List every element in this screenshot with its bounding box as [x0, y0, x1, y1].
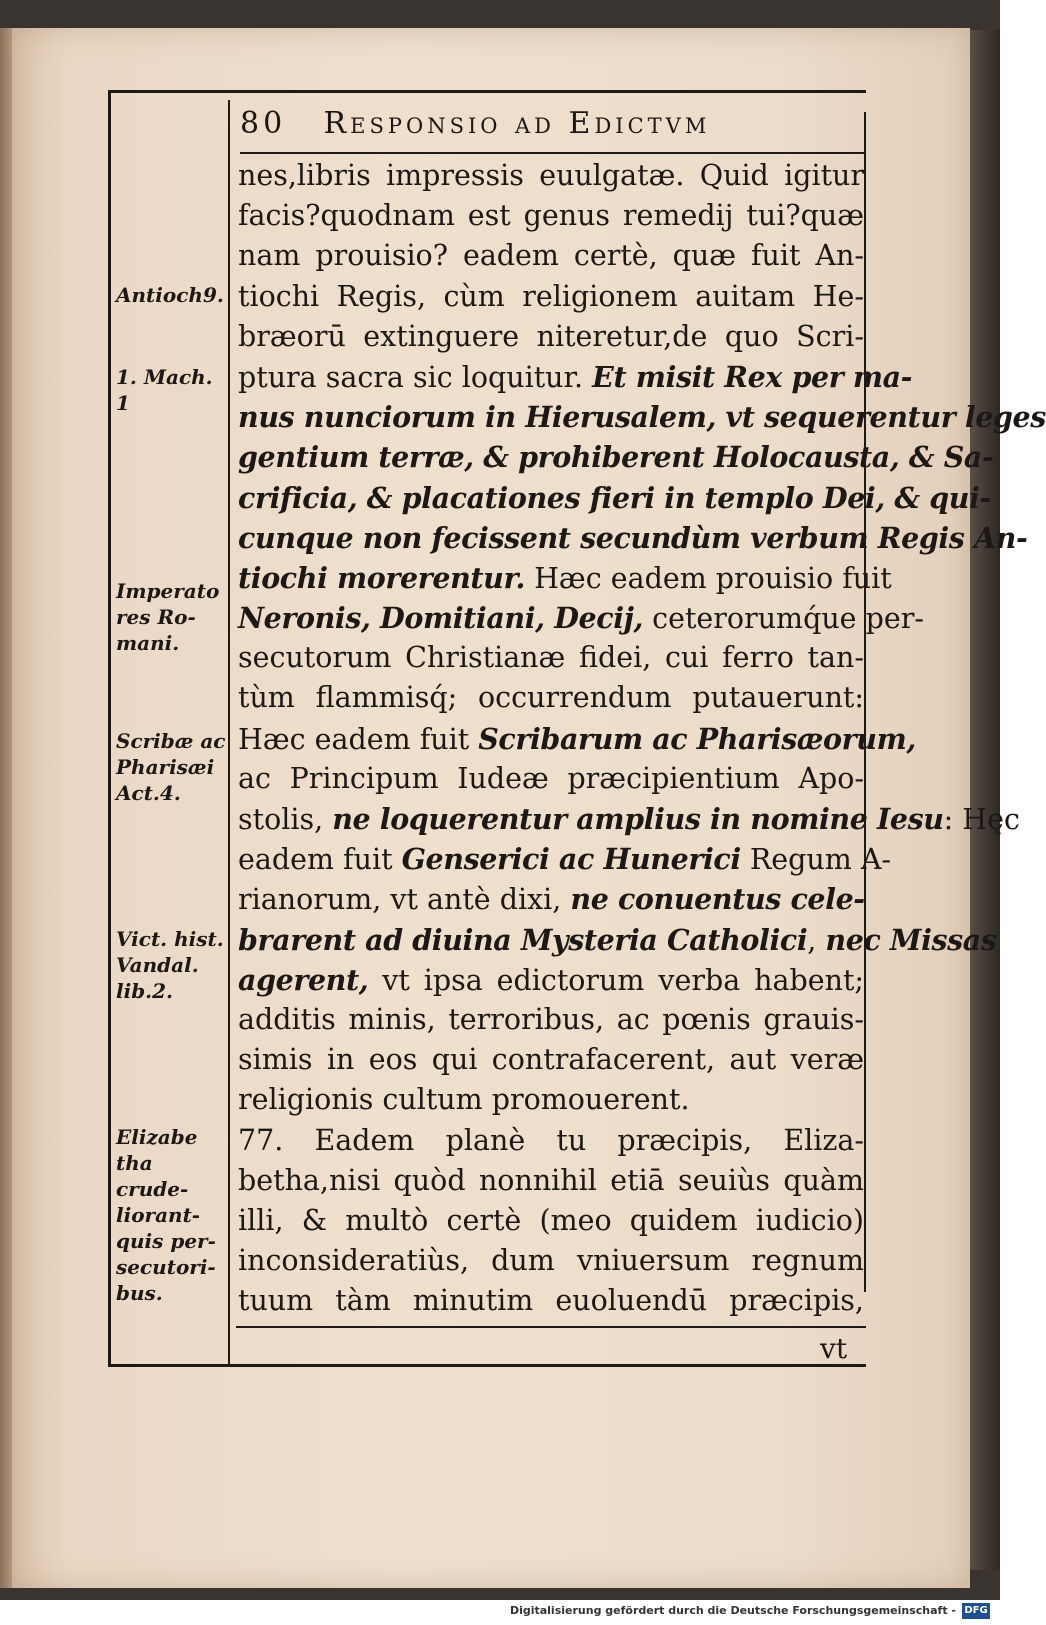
roman-segment: Regum A- [740, 843, 892, 877]
margin-gutter-rule [228, 100, 230, 1366]
roman-segment: secutorum Christianæ fidei, cui ferro tan- [238, 641, 864, 675]
roman-segment: 77. Eadem planè tu præcipis, Eliza- [238, 1123, 864, 1157]
text-line [238, 1241, 864, 1281]
text-line [238, 638, 864, 678]
roman-segment: ac Principum Iudeæ præcipientium Apo- [238, 761, 864, 795]
roman-segment: religionis cultum promouerent. [238, 1083, 690, 1117]
frame-bottom-rule [108, 1364, 866, 1367]
italic-segment: crificia, & placationes fieri in templo Dei, & qui- [238, 480, 991, 515]
roman-segment: simis in eos qui contrafacerent, aut veræ [238, 1043, 864, 1077]
italic-segment: Et misit Rex per ma- [592, 359, 913, 394]
frame-left-rule [108, 90, 111, 1366]
text-line [238, 1000, 864, 1040]
text-line [238, 1040, 864, 1080]
text-line [238, 598, 924, 638]
book-edge-right [968, 30, 1000, 1570]
main-text-block [238, 156, 1046, 1321]
italic-segment: nus nunciorum in Hierusalem, vt sequerentur leges [238, 400, 1046, 435]
roman-segment: nam prouisio? eadem certè, quæ fuit An- [238, 239, 864, 273]
roman-segment: eadem fuit [238, 843, 402, 877]
italic-segment: Neronis, Domitiani, Decij, [238, 601, 644, 636]
roman-segment: facis?quodnam est genus remedij tui?quæ [238, 199, 864, 233]
margin-note-victor: Vict. hist. Vandal. lib.2. [116, 927, 224, 1003]
italic-segment: ne loquerentur amplius in nomine Iesu [332, 802, 944, 836]
text-line [238, 1281, 864, 1321]
roman-segment: ptura sacra sic loquitur. [238, 360, 593, 394]
text-line [238, 357, 913, 397]
roman-segment: : Hęc [943, 803, 1020, 836]
running-head [240, 106, 860, 150]
text-bottom-rule [236, 1326, 866, 1328]
margin-note-imperatores: Imperato res Ro- mani. [116, 579, 220, 655]
italic-segment: nec Missas [825, 922, 997, 957]
margin-note-scribae: Scribæ ac Pharisæi Act.4. [116, 729, 226, 805]
roman-segment: inconsideratiùs, dum vniuersum regnum [238, 1244, 864, 1278]
text-line [238, 920, 997, 960]
margin-note-antiochus: Antioch9. [116, 283, 224, 307]
italic-segment: brarent ad diuina Mysteria Catholici [238, 922, 808, 957]
text-line [238, 558, 892, 598]
italic-segment: Genserici ac Hunerici [401, 842, 741, 877]
italic-segment: agerent, [238, 962, 369, 997]
roman-segment: tiochi Regis, cùm religionem auitam He- [238, 279, 864, 313]
roman-segment: tùm flammisq́; occurrendum putauerunt: [238, 681, 864, 715]
text-line [238, 196, 864, 236]
roman-segment: illi, & multò certè (meo quidem iudicio) [238, 1203, 864, 1237]
italic-segment: Scribarum ac Pharisæorum, [478, 721, 916, 756]
italic-segment: gentium terræ, & prohiberent Holocausta, & Sa- [238, 440, 994, 475]
italic-segment: cunque non fecissent secundùm verbum Regis An- [238, 520, 1028, 555]
text-line [238, 879, 864, 919]
catch-word: vt [820, 1332, 848, 1365]
text-line [238, 518, 1028, 558]
roman-segment: nes,libris impressis euulgatæ. Quid igitur [238, 159, 864, 192]
page-number: 80 [240, 106, 287, 141]
text-line [238, 1121, 864, 1161]
text-line [238, 799, 1020, 839]
italic-segment: ne conuentus cele- [570, 882, 865, 917]
italic-segment: tiochi morerentur. [238, 560, 526, 595]
running-head-title: Responsio ad Edictvm [323, 106, 711, 141]
roman-segment: betha,nisi quòd nonnihil etiā seuiùs quàm [238, 1163, 864, 1197]
text-line [238, 960, 864, 1000]
roman-segment: rianorum, vt antè dixi, [238, 883, 571, 917]
dfg-logo-icon: DFG [962, 1603, 990, 1619]
header-underline [240, 152, 866, 154]
text-line [238, 277, 864, 317]
margin-note-machabees: 1. Mach. 1 [116, 365, 213, 415]
roman-segment: bræorū extinguere niteretur,de quo Scri- [238, 319, 864, 353]
roman-segment: Hæc eadem prouisio fuit [525, 561, 892, 595]
roman-segment: vt ipsa edictorum verba habent; [368, 963, 864, 997]
text-line [238, 437, 994, 477]
roman-segment: additis minis, terroribus, ac pœnis grauis- [238, 1002, 864, 1036]
roman-segment: , [807, 923, 826, 957]
frame-top-rule [108, 90, 866, 93]
text-line [238, 1080, 864, 1120]
text-line [238, 839, 892, 879]
roman-segment: stolis, [238, 803, 333, 836]
text-line [238, 1161, 864, 1201]
text-line [238, 236, 864, 276]
text-line [238, 478, 991, 518]
text-line [238, 1201, 864, 1241]
frame-right-rule [864, 112, 866, 1292]
text-line [238, 397, 1046, 437]
text-line [238, 156, 864, 196]
text-line [238, 719, 916, 759]
roman-segment: ceterorumq́ue per- [643, 602, 924, 636]
text-line [238, 317, 864, 357]
text-line [238, 759, 864, 799]
text-line [238, 678, 864, 718]
roman-segment: Hæc eadem fuit [238, 722, 479, 756]
roman-segment: tuum tàm minutim euoluendū præcipis, [238, 1284, 864, 1318]
digitization-credit: Digitalisierung gefördert durch die Deutsche Forschungsgemeinschaft - [509, 1604, 956, 1617]
margin-note-elizabetha: Elizabe tha crude- liorant- quis per- secutori- bus. [116, 1125, 216, 1305]
